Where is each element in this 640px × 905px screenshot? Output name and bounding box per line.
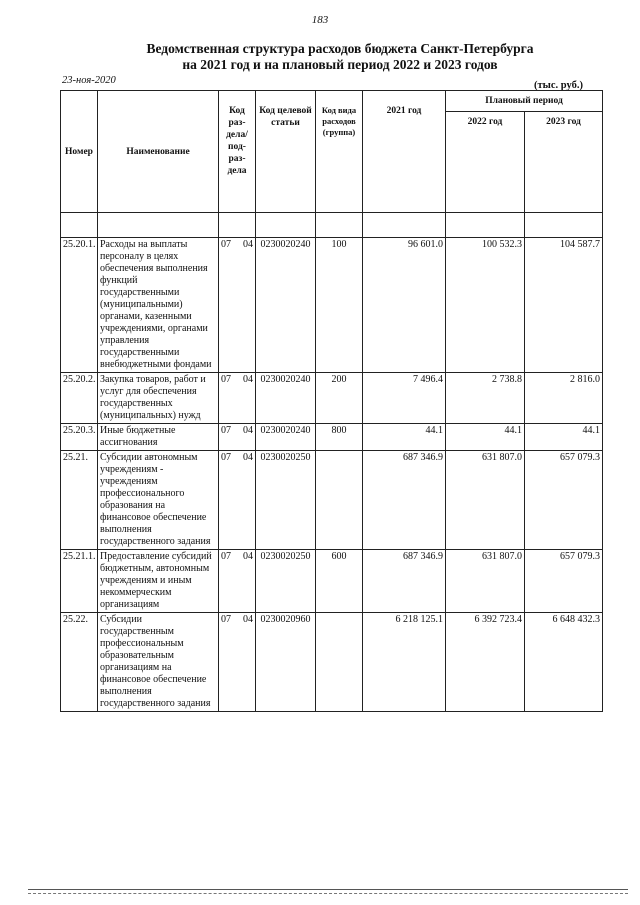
row-section: 07	[221, 239, 231, 250]
bottom-rule	[28, 889, 628, 890]
row-target-code: 0230020250	[256, 451, 316, 550]
header-year-2021: 2021 год	[363, 91, 446, 213]
row-expense-type: 100	[316, 238, 363, 373]
row-section: 07	[221, 551, 231, 562]
row-value-2021: 7 496.4	[363, 373, 446, 424]
document-date: 23-ноя-2020	[62, 75, 116, 86]
row-section-code	[219, 424, 256, 451]
row-subsection: 04	[243, 374, 253, 385]
spacer-cell	[98, 213, 219, 238]
header-name: Наименование	[98, 91, 219, 213]
document-title	[60, 41, 620, 73]
row-value-2022: 2 738.8	[446, 373, 525, 424]
row-subsection: 04	[243, 239, 253, 250]
row-expense-type: 800	[316, 424, 363, 451]
table-body	[61, 238, 603, 712]
row-number: 25.21.	[61, 451, 98, 550]
row-section: 07	[221, 452, 231, 463]
row-value-2023: 2 816.0	[525, 373, 603, 424]
row-name: Расходы на выплаты персоналу в целях обеспечения выполнения функций государственными (муниципальными) органами, казенными учреждениями, органами управления государственными внебюджетными фондами	[98, 238, 219, 373]
header-year-2022: 2022 год	[446, 112, 525, 213]
row-section: 07	[221, 614, 231, 625]
row-expense-type	[316, 451, 363, 550]
row-value-2022: 631 807.0	[446, 550, 525, 613]
table-row	[61, 613, 603, 712]
row-name: Субсидии государственным профессиональным образовательным организациям на финансовое обеспечение выполнения государственного задания	[98, 613, 219, 712]
row-expense-type: 600	[316, 550, 363, 613]
header-section-code: Код раз-дела/ под-раз-дела	[219, 91, 256, 213]
table-row	[61, 373, 603, 424]
row-value-2022: 631 807.0	[446, 451, 525, 550]
table-row	[61, 451, 603, 550]
spacer-cell	[61, 213, 98, 238]
row-target-code: 0230020250	[256, 550, 316, 613]
row-subsection: 04	[243, 425, 253, 436]
row-expense-type: 200	[316, 373, 363, 424]
row-section-code	[219, 613, 256, 712]
row-name: Субсидии автономным учреждениям - учреждениям профессионального образования на финансовое обеспечение выполнения государственного задания	[98, 451, 219, 550]
row-name: Иные бюджетные ассигнования	[98, 424, 219, 451]
row-value-2022: 6 392 723.4	[446, 613, 525, 712]
spacer-cell	[446, 213, 525, 238]
units-label: (тыс. руб.)	[534, 80, 583, 91]
title-line-1: Ведомственная структура расходов бюджета Санкт-Петербурга	[146, 41, 534, 56]
page-number: 183	[311, 14, 329, 26]
header-number: Номер	[61, 91, 98, 213]
row-value-2023: 104 587.7	[525, 238, 603, 373]
row-number: 25.22.	[61, 613, 98, 712]
row-value-2023: 6 648 432.3	[525, 613, 603, 712]
row-subsection: 04	[243, 551, 253, 562]
spacer-cell	[363, 213, 446, 238]
row-value-2023: 657 079.3	[525, 550, 603, 613]
header-planned-period: Плановый период	[446, 91, 603, 112]
row-value-2021: 687 346.9	[363, 451, 446, 550]
row-section: 07	[221, 425, 231, 436]
spacer-cell	[219, 213, 256, 238]
bottom-rule-dashed	[28, 893, 628, 894]
row-expense-type	[316, 613, 363, 712]
row-value-2021: 96 601.0	[363, 238, 446, 373]
table-row	[61, 424, 603, 451]
spacer-cell	[316, 213, 363, 238]
header-year-2023: 2023 год	[525, 112, 603, 213]
row-target-code: 0230020240	[256, 373, 316, 424]
header-expense-type: Код вида расходов (группа)	[316, 91, 363, 213]
row-value-2021: 44.1	[363, 424, 446, 451]
row-value-2021: 6 218 125.1	[363, 613, 446, 712]
row-section-code	[219, 550, 256, 613]
row-name: Закупка товаров, работ и услуг для обеспечения государственных (муниципальных) нужд	[98, 373, 219, 424]
row-value-2021: 687 346.9	[363, 550, 446, 613]
header-spacer-row	[61, 213, 603, 238]
table-row	[61, 238, 603, 373]
row-subsection: 04	[243, 452, 253, 463]
row-target-code: 0230020240	[256, 238, 316, 373]
title-line-2: на 2021 год и на плановый период 2022 и 2023 годов	[182, 57, 498, 72]
row-target-code: 0230020960	[256, 613, 316, 712]
row-target-code: 0230020240	[256, 424, 316, 451]
row-value-2022: 100 532.3	[446, 238, 525, 373]
row-number: 25.21.1.	[61, 550, 98, 613]
row-number: 25.20.1.	[61, 238, 98, 373]
row-section: 07	[221, 374, 231, 385]
row-section-code	[219, 373, 256, 424]
row-subsection: 04	[243, 614, 253, 625]
table-header	[61, 91, 603, 238]
row-value-2023: 44.1	[525, 424, 603, 451]
budget-table	[60, 90, 603, 712]
spacer-cell	[256, 213, 316, 238]
row-value-2022: 44.1	[446, 424, 525, 451]
table-row	[61, 550, 603, 613]
header-target-code: Код целевой статьи	[256, 91, 316, 213]
row-section-code	[219, 451, 256, 550]
row-number: 25.20.2.	[61, 373, 98, 424]
spacer-cell	[525, 213, 603, 238]
row-value-2023: 657 079.3	[525, 451, 603, 550]
row-name: Предоставление субсидий бюджетным, автономным учреждениям и иным некоммерческим организациям	[98, 550, 219, 613]
row-number: 25.20.3.	[61, 424, 98, 451]
row-section-code	[219, 238, 256, 373]
